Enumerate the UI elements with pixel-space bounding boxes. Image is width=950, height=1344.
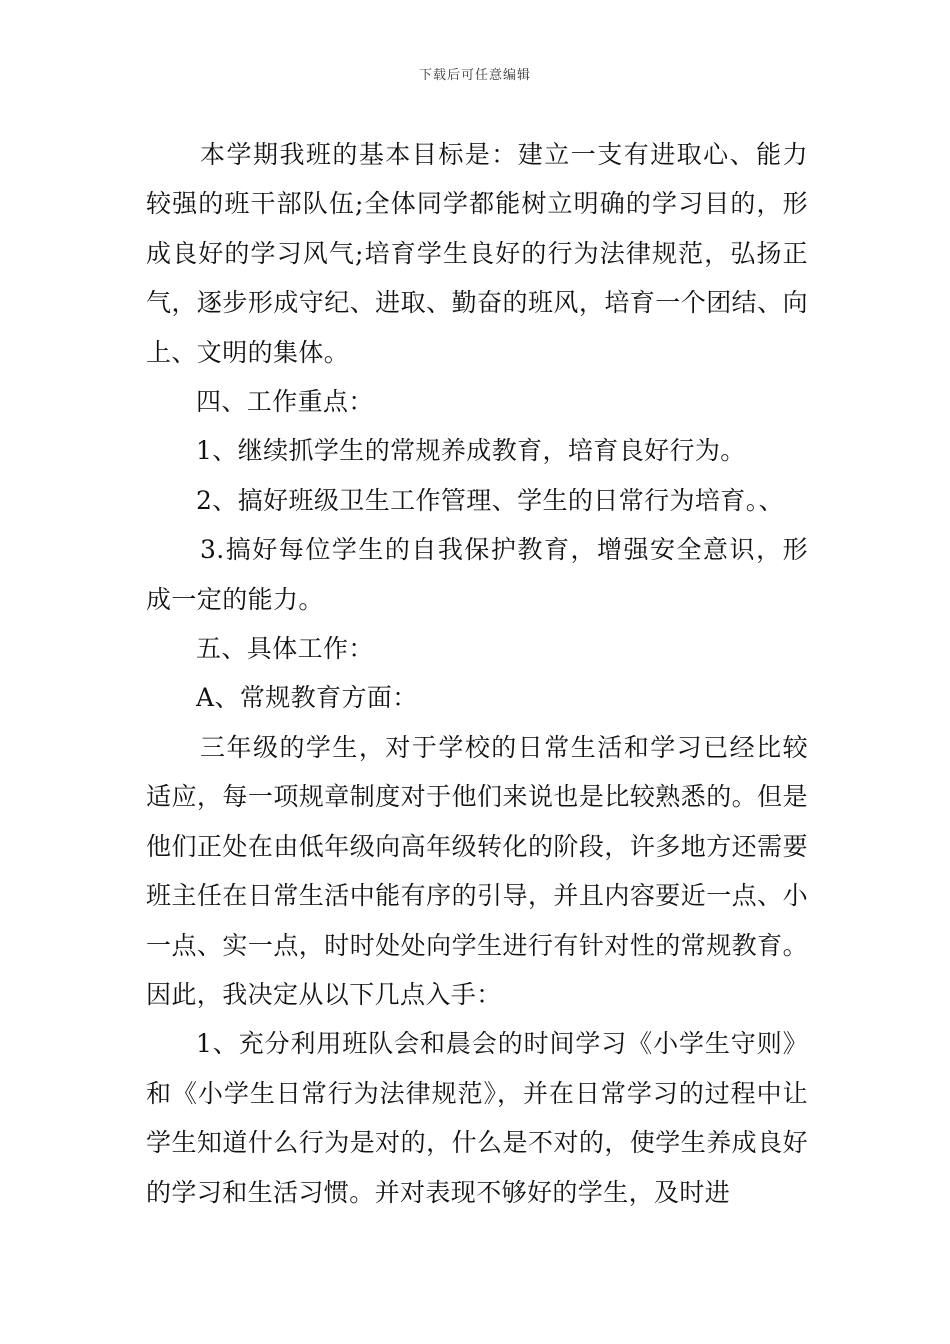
heading-specific-work: 五、具体工作：: [196, 634, 374, 664]
list-item: 1、充分利用班队会和晨会的时间学习《小学生守则》和《小学生日常行为法律规范》，并在日常学习的过程中让学生知道什么行为是对的，什么是不对的，使学生养成良好的学习和生活习惯。并对表现不够好的学生，及时进: [146, 1029, 808, 1207]
header-note: 下载后可任意编辑: [418, 68, 531, 83]
list-item: 3.搞好每位学生的自我保护教育，增强安全意识，形成一定的能力。: [146, 535, 808, 614]
heading-work-focus: 四、工作重点：: [196, 387, 374, 417]
list-item: 1、继续抓学生的常规养成教育，培育良好行为。: [196, 436, 746, 466]
subheading-routine-education: A、常规教育方面：: [196, 683, 418, 713]
document-body: [146, 130, 808, 1217]
paragraph-grade-three: 三年级的学生，对于学校的日常生活和学习已经比较适应，每一项规章制度对于他们来说也是比较熟悉的。但是他们正处在由低年级向高年级转化的阶段，许多地方还需要班主任在日常生活中能有序的引导，并且内容要近一点、小一点、实一点，时时处处向学生进行有针对性的常规教育。因此，我决定从以下几点入手：: [146, 732, 808, 1009]
list-item: 2、搞好班级卫生工作管理、学生的日常行为培育。、: [196, 485, 785, 515]
paragraph-goals: 本学期我班的基本目标是：建立一支有进取心、能力较强的班干部队伍;全体同学都能树立明确的学习目的，形成良好的学习风气;培育学生良好的行为法律规范，弘扬正气，逐步形成守纪、进取、勤奋的班风，培育一个团结、向上、文明的集体。: [146, 140, 808, 367]
